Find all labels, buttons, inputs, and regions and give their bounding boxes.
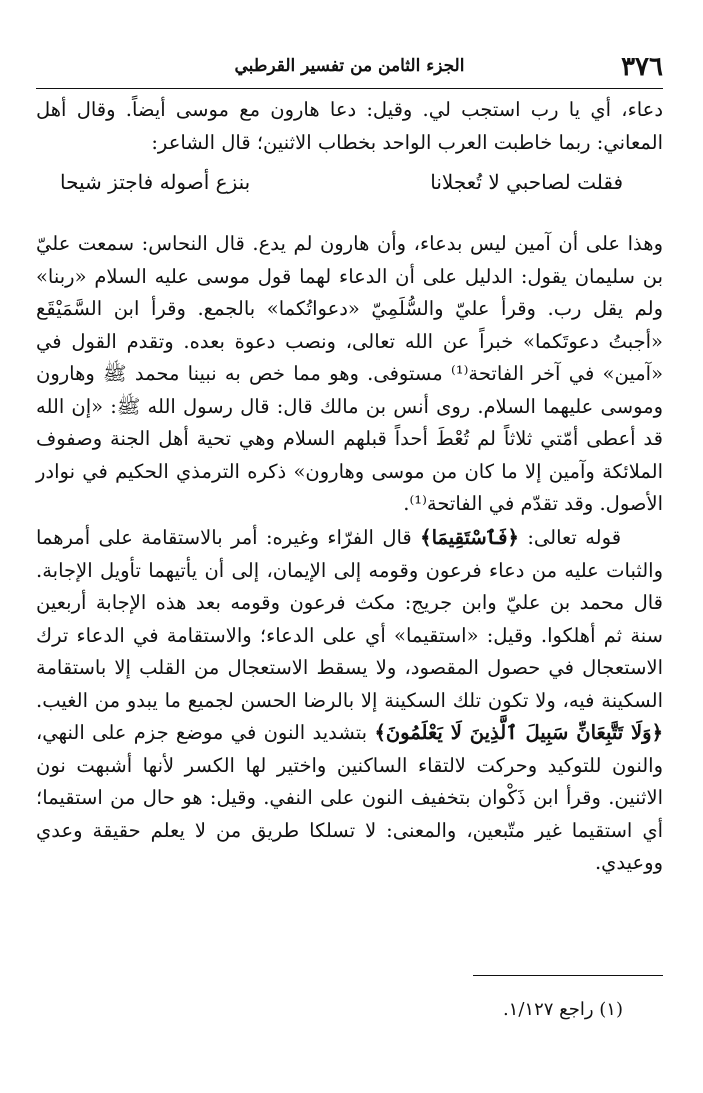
verse-lead: قوله تعالى:	[527, 526, 622, 549]
verse-hemistich-second: بنزع أصوله فاجتز شيحا	[60, 170, 251, 194]
page-header	[36, 46, 663, 86]
poetry-verse	[60, 166, 623, 206]
footnote: (١) راجع ١/١٢٧.	[502, 999, 623, 1020]
paragraph-opening: دعاء، أي يا رب استجب لي. وقيل: دعا هارون مع موسى أيضاً. وقال أهل المعاني: ربما خاطبت العرب الواحد بخطاب الاثنين؛ قال الشاعر:	[36, 98, 664, 154]
page-number: ٣٧٦	[621, 52, 663, 82]
quran-quote-la-tattabiani: ﴿وَلَا تَتَّبِعَانِّ سَبِيلَ ٱلَّذِينَ لَا يَعْلَمُونَ﴾	[374, 721, 663, 744]
commentary-part1: قال الفرّاء وغيره: أمر بالاستقامة على أمرهما والثبات عليه من دعاء فرعون وقومه إلى الإيمان، إلى أن يأتيهما تأويل الإجابة. قال محمد بن عليّ وابن جريج: مكث فرعون وقومه بعد هذه الإجابة أربعين سنة ثم أهلكوا. وقيل: «استقيما» أي على الدعاء؛ والاستقامة في الدعاء ترك الاستعجال في حصول المقصود، ولا يسقط الاستعجال من القلب إلا باستقامة السكينة فيه، ولا تكون تلك السكينة إلا بالرضا الحسن لجميع ما يبدو من الغيب.	[36, 526, 663, 712]
footnote-rule	[473, 975, 663, 976]
commentary-part2: بتشديد النون في موضع جزم على النهي، والنون للتوكيد وحركت لالتقاء الساكنين واختير لها الكسر لأنها أشبهت نون الاثنين. وقرأ ابن ذَكْوان بتخفيف النون على النفي. وقيل: هو حال من استقيما؛ أي استقيما غير متّبعين، والمعنى: لا تسلكا طريق من لا يعلم حقيقة وعدي ووعيدي.	[36, 721, 663, 874]
paragraph-istaqima	[36, 522, 663, 880]
paragraph-commentary: وهذا على أن آمين ليس بدعاء، وأن هارون لم يدع. قال النحاس: سمعت عليّ بن سليمان يقول: الدليل على أن الدعاء لهما قول موسى عليه السلام «ربنا» ولم يقل رب. وقرأ عليّ والسُّلَمِيّ «دعواتُكما» بالجمع. وقرأ ابن السَّمَيْقَع «أجبتُ دعوتَكما» خبراً عن الله تعالى، ونصب دعوة بعده. وتقدم القول في «آمين» في آخر الفاتحة⁽¹⁾ مستوفى. وهو مما خص به نبينا محمد ﷺ وهارون وموسى عليهما السلام. روى أنس بن مالك قال: قال رسول الله ﷺ: «إن الله قد أعطى أمّتي ثلاثاً لم تُعْطَ أحداً قبلهم السلام وهي تحية أهل الجنة وصفوف الملائكة وآمين إلا ما كان من موسى وهارون» ذكره الترمذي الحكيم في نوادر الأصول. وقد تقدّم في الفاتحة⁽¹⁾.	[36, 232, 663, 515]
running-title: الجزء الثامن من تفسير القرطبي	[234, 56, 465, 76]
verse-hemistich-first: فقلت لصاحبي لا تُعجلانا	[430, 170, 623, 194]
header-rule	[36, 88, 663, 89]
quran-quote-istaqima: ﴿فَٱسْتَقِيمَا﴾	[420, 526, 519, 549]
